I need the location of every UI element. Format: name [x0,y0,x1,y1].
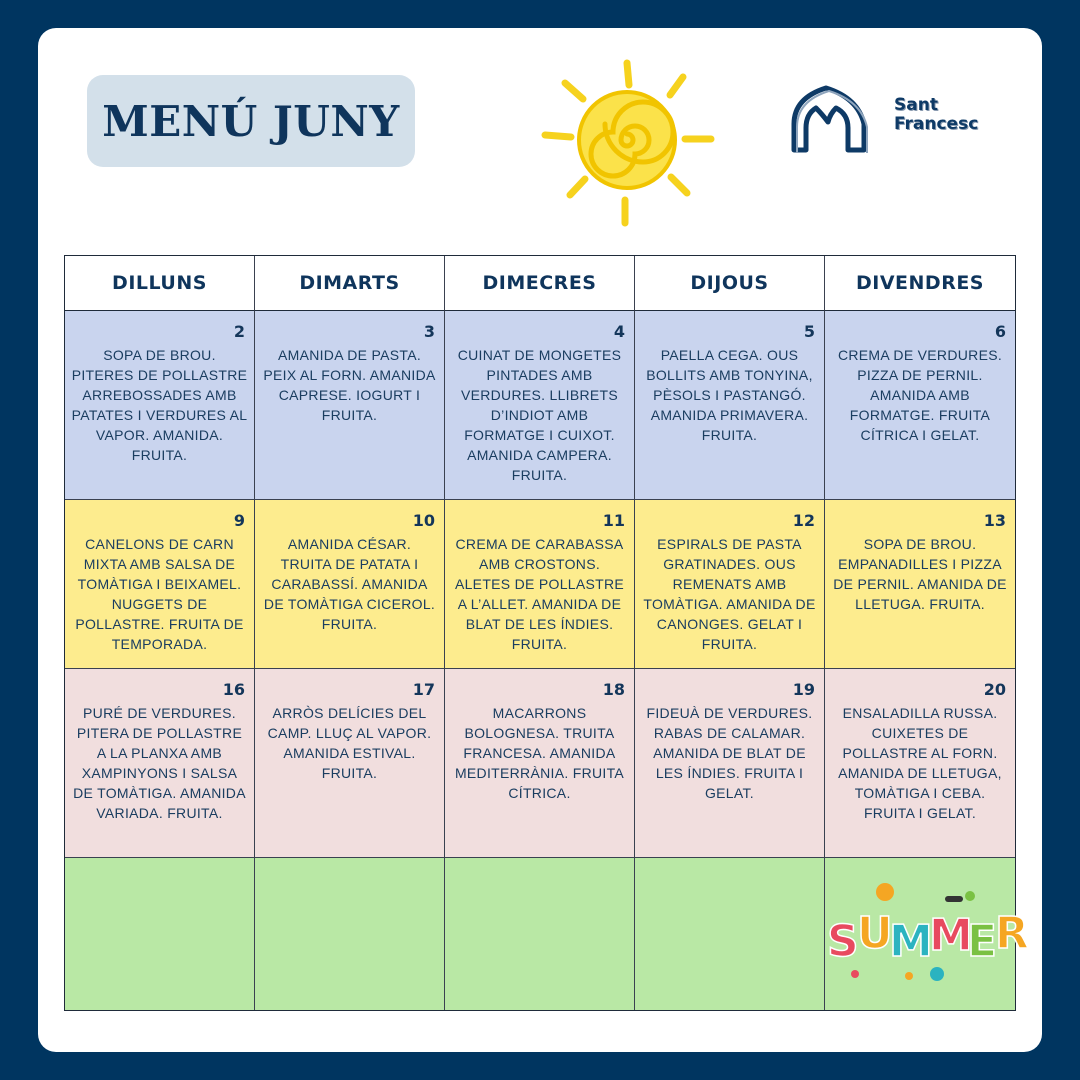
menu-cell [255,669,445,858]
menu-text: CUINAT DE MONGETES PINTADES AMB VERDURES. LLIBRETS D’INDIOT AMB FORMATGE I CUIXOT. AMANIDA CAMPERA. FRUITA. [457,347,622,483]
day-header: DILLUNS [112,272,207,294]
day-number: 18 [602,680,625,699]
day-header: DIVENDRES [856,272,984,294]
header-cell [825,256,1015,311]
empty-cell [445,858,635,1010]
menu-cell [825,669,1015,858]
menu-cell [65,311,255,500]
day-number: 6 [994,322,1006,341]
day-number: 2 [233,322,245,341]
svg-text:S: S [827,916,859,967]
menu-cell [635,669,825,858]
summer-cell [825,858,1029,1010]
menu-cell [825,500,1015,669]
logo-text [894,96,978,134]
menu-cell [445,500,635,669]
menu-text: AMANIDA CÉSAR. TRUITA DE PATATA I CARABASSÍ. AMANIDA DE TOMÀTIGA CICEROL. FRUITA. [263,536,436,632]
header-cell [635,256,825,311]
day-number: 13 [983,511,1006,530]
menu-text: MACARRONS BOLOGNESA. TRUITA FRANCESA. AMANIDA MEDITERRÀNIA. FRUITA CÍTRICA. [454,705,625,801]
day-number: 12 [792,511,815,530]
logo-text-line1: Sant [894,95,938,115]
svg-text:U: U [857,908,893,959]
menu-cell [65,500,255,669]
day-number: 20 [983,680,1006,699]
day-number: 11 [602,511,625,530]
summer-lettering-image [825,876,1029,986]
header-cell [65,256,255,311]
menu-text: CANELONS DE CARN MIXTA AMB SALSA DE TOMÀTIGA I BEIXAMEL. NUGGETS DE POLLASTRE. FRUITA DE TEMPORADA. [75,536,244,652]
logo-text-line2: Francesc [894,114,979,134]
menu-cell [825,311,1015,500]
menu-text: ARRÒS DELÍCIES DEL CAMP. LLUÇ AL VAPOR. AMANIDA ESTIVAL. FRUITA. [267,705,432,781]
svg-text:E: E [967,916,998,967]
day-number: 17 [412,680,435,699]
empty-cell [65,858,255,1010]
menu-text: CREMA DE VERDURES. PIZZA DE PERNIL. AMANIDA AMB FORMATGE. FRUITA CÍTRICA I GELAT. [837,347,1003,443]
empty-cell [255,858,445,1010]
arch-logo-icon [788,84,880,156]
menu-text: ENSALADILLA RUSSA. CUIXETES DE POLLASTRE AL FORN. AMANIDA DE LLETUGA, TOMÀTIGA I CEBA. FRUITA I GELAT. [838,705,1002,821]
day-number: 9 [233,511,245,530]
menu-cell [445,311,635,500]
title-box [87,75,415,167]
menu-cell [255,500,445,669]
menu-text: PURÉ DE VERDURES. PITERA DE POLLASTRE A LA PLANXA AMB XAMPINYONS I SALSA DE TOMÀTIGA. AMANIDA VARIADA. FRUITA. [73,705,246,821]
day-number: 4 [613,322,625,341]
day-number: 5 [803,322,815,341]
header-cell [445,256,635,311]
day-header: DIMARTS [299,272,400,294]
menu-cell [445,669,635,858]
day-number: 10 [412,511,435,530]
day-number: 3 [423,322,435,341]
page-title: MENÚ JUNY [102,96,400,146]
menu-text: AMANIDA DE PASTA. PEIX AL FORN. AMANIDA CAPRESE. IOGURT I FRUITA. [263,347,436,423]
menu-table [64,255,1029,1011]
header-cell [255,256,445,311]
menu-text: SOPA DE BROU. EMPANADILLES I PIZZA DE PERNIL. AMANIDA DE LLETUGA. FRUITA. [833,536,1007,612]
day-header: DIMECRES [482,272,597,294]
empty-cell [635,858,825,1010]
menu-text: CREMA DE CARABASSA AMB CROSTONS. ALETES DE POLLASTRE A L’ALLET. AMANIDA DE BLAT DE LES ÍNDIES. FRUITA. [454,536,625,652]
sant-francesc-logo [788,84,1008,156]
menu-text: PAELLA CEGA. OUS BOLLITS AMB TONYINA, PÈSOLS I PASTANGÓ. AMANIDA PRIMAVERA. FRUITA. [646,347,813,443]
menu-cell [635,311,825,500]
menu-cell [635,500,825,669]
day-number: 16 [222,680,245,699]
menu-cell [65,669,255,858]
menu-text: FIDEUÀ DE VERDURES. RABAS DE CALAMAR. AMANIDA DE BLAT DE LES ÍNDIES. FRUITA I GELAT. [646,705,813,801]
menu-text: SOPA DE BROU. PITERES DE POLLASTRE ARREBOSSADES AMB PATATES I VERDURES AL VAPOR. AMANIDA. FRUITA. [71,347,248,463]
svg-text:M: M [889,916,933,967]
menu-text: ESPIRALS DE PASTA GRATINADES. OUS REMENATS AMB TOMÀTIGA. AMANIDA DE CANONGES. GELAT I FRUITA. [643,536,816,652]
svg-text:R: R [995,908,1029,959]
sun-icon [535,55,720,230]
menu-cell [255,311,445,500]
svg-text:M: M [929,910,973,961]
day-number: 19 [792,680,815,699]
day-header: DIJOUS [690,272,769,294]
